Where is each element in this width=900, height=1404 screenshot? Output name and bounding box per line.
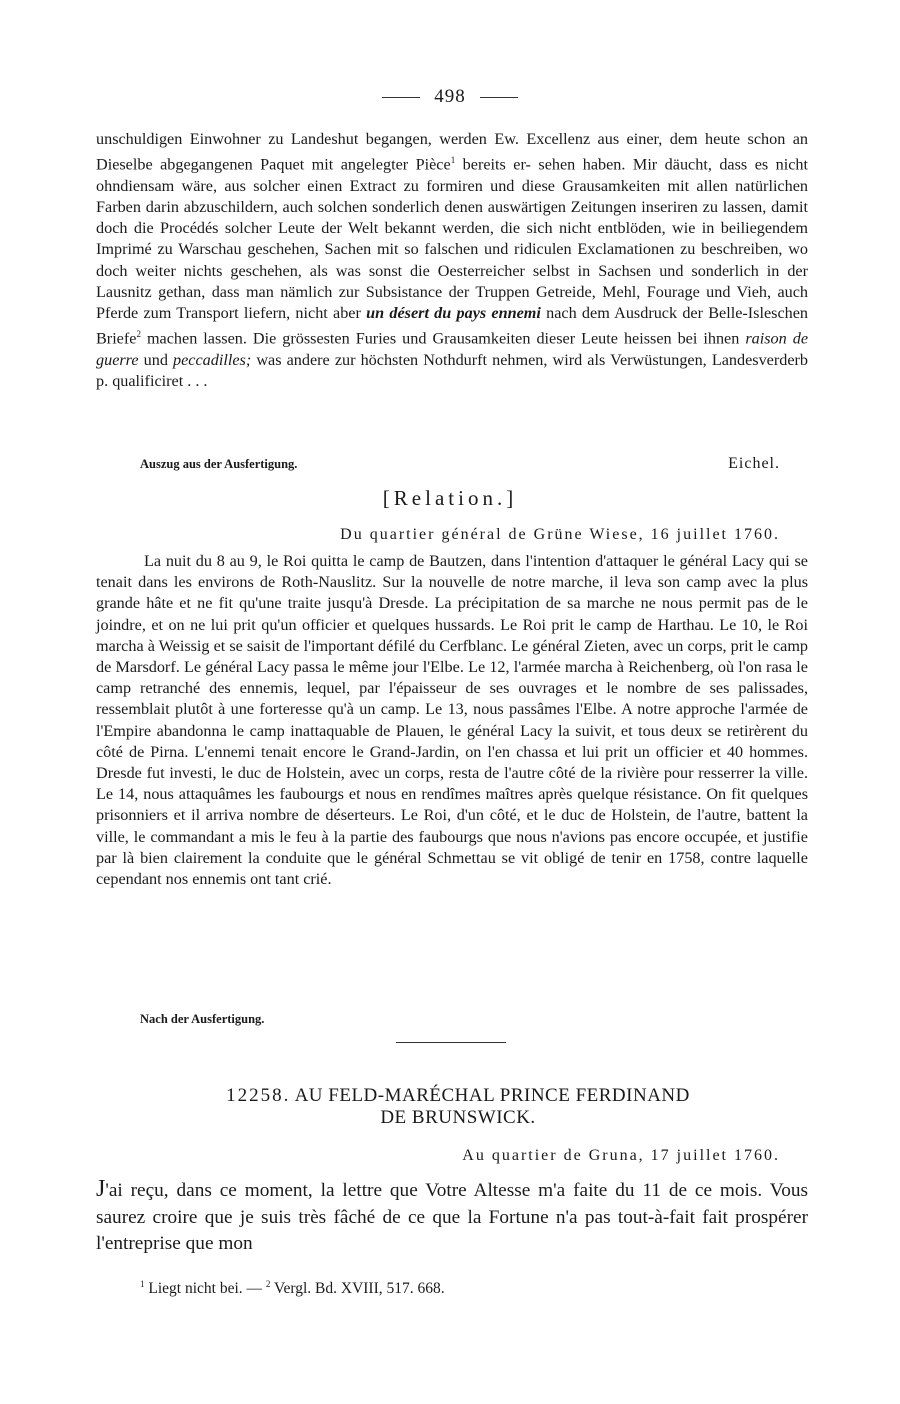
signature: Eichel. [728, 455, 780, 472]
section-divider [396, 1042, 506, 1043]
letter-body [96, 1176, 808, 1258]
para-mid: nach dem Ausdruck der Belle-Isleschen Briefe [96, 304, 809, 348]
letter-recipient-line-1: AU FELD-MARÉCHAL PRINCE FERDINAND [294, 1085, 690, 1106]
source-signature-row [140, 457, 780, 472]
relation-dateline: Du quartier général de Grüne Wiese, 16 juillet 1760. [340, 526, 780, 543]
footnote-ref-2: 2 [136, 329, 141, 340]
page-header [0, 86, 900, 108]
para-end: was andere zur höchsten Nothdurft nehmen, wird als Verwüstungen, Landesverderb p. qualificiret . . . [96, 350, 809, 391]
letter-recipient-line-2: DE BRUNSWICK. [380, 1107, 536, 1128]
continued-paragraph [96, 129, 808, 392]
para-line-2-end: bereits er- [462, 155, 531, 174]
source-note-original: Nach der Ausfertigung. [140, 1012, 265, 1026]
letter-initial: J [96, 1176, 106, 1202]
footnote-mark-1: 1 [140, 1279, 145, 1289]
footnote-separator: — [246, 1280, 263, 1298]
letter-number: 12258. [226, 1085, 291, 1106]
footnote-ref-1: 1 [450, 155, 456, 166]
footnotes [140, 1279, 445, 1298]
source-note-excerpt: Auszug aus der Ausfertigung. [140, 457, 298, 471]
para-line-1: unschuldigen Einwohner zu Landeshut begangen, werden Ew. Excellenz aus einer, [96, 130, 663, 148]
header-dash-left [382, 97, 420, 98]
italic-phrase-raison: raison de guerre [96, 329, 808, 369]
para-mid-2: machen lassen. Die grössesten Furies und Grausamkeiten dieser Leute heissen bei ihnen [146, 329, 740, 348]
relation-paragraph [96, 551, 808, 890]
letter-dateline: Au quartier de Gruna, 17 juillet 1760. [462, 1147, 780, 1164]
footnote-mark-2: 2 [265, 1279, 271, 1289]
relation-text: La nuit du 8 au 9, le Roi quitta le camp de Bautzen, dans l'intention d'attaquer le général Lacy qui se tenait dans les environs de Roth-Nauslitz. Sur la nouvelle de notre marche, il leva son camp avec la plus grande hâte et ne fit qu'une traite jusqu'à Dresde. La précipitation de sa marche ne nous permit pas de le joindre, et on ne lui prit qu'un officier et quelques hussards. Le Roi prit le camp de Harthau. Le 10, le Roi marcha à Weissig et se saisit de l'important défilé du Cerfblanc. Le général Zieten, avec un corps, prit le camp de Marsdorf. Le général Lacy passa le même jour l'Elbe. Le 12, l'armée marcha à Reichenberg, où l'on rasa le camp retranché des ennemis, lequel, par l'épaisseur de ses ouvrages et le nombre de ses palissades, ressemblait plutôt à une forteresse qu'à un camp. Le 13, nous passâmes l'Elbe. A notre approche l'armée de l'Empire abandonna le camp inattaquable de Plauen, le général Lacy la suivit, et tous deux se retirèrent du côté de Pirna. L'ennemi tenait encore le Grand-Jardin, on l'en chassa et lui prit un officier et 40 hommes. Dresde fut investi, le duc de Holstein, avec un corps, resta de l'autre côté de la rivière pour resserrer la ville. Le 14, nous attaquâmes les faubourgs et nous en rendîmes maîtres après quelque résistance. On fit quelques prisonniers et il arriva nombre de déserteurs. Le Roi, d'un côté, et le duc de Holstein, de l'autre, battent la ville, le commandant a mis le feu à la partie des faubourgs que nous n'avions pas encore occupée, et justifie par là bien clairement la conduite que le général Schmettau se vit obligé de tenir en 1758, contre laquelle cependant nos ennemis ont tant crié. [96, 552, 808, 889]
letter-text: 'ai reçu, dans ce moment, la lettre que Votre Altesse m'a faite du 11 de ce mois. Vous saurez croire que je suis très fâché de ce que la Fortune n'a pas tout-à-fait fait prospérer l'entreprise que mon [96, 1180, 808, 1254]
italic-phrase-desert: un désert du pays ennemi [366, 304, 541, 323]
footnote-1: Liegt nicht bei. [148, 1280, 243, 1298]
italic-phrase-peccadilles: peccadilles; [173, 350, 252, 369]
page-number: 498 [434, 86, 466, 107]
footnote-2: Vergl. Bd. XVIII, 517. 668. [274, 1280, 445, 1298]
header-dash-right [480, 97, 518, 98]
letter-heading [148, 1085, 768, 1129]
para-line-2: dem heute schon an Dieselbe abgegangenen Paquet mit angelegter Pièce [96, 130, 808, 174]
para-body: sehen haben. Mir däucht, dass es nicht ohndiensam wäre, aus solcher einen Extract zu formiren und diese Grausamkeiten mit allen natürlichen Farben darin abzuschildern, auch solchen sonderlich denen auswärtigen Zeitungen inseriren zu lassen, damit doch die Procédés solcher Leute der Welt bekannt werden, die sich nicht entblöden, wie in beiliegendem Imprimé zu Warschau geschehen, Sachen mit so falschen und ridiculen Exclamationen zu beschreiben, wo doch weiter nichts geschehen, als was sonst die Oesterreicher selbst in Sachsen und sonderlich in der Lausnitz gethan, dass man nämlich zur Subsistance der Truppen Getreide, Mehl, Fourage und Vieh, auch Pferde zum Transport liefern, nicht aber [96, 155, 809, 323]
relation-title: [Relation.] [382, 486, 518, 510]
para-and: und [143, 350, 168, 369]
